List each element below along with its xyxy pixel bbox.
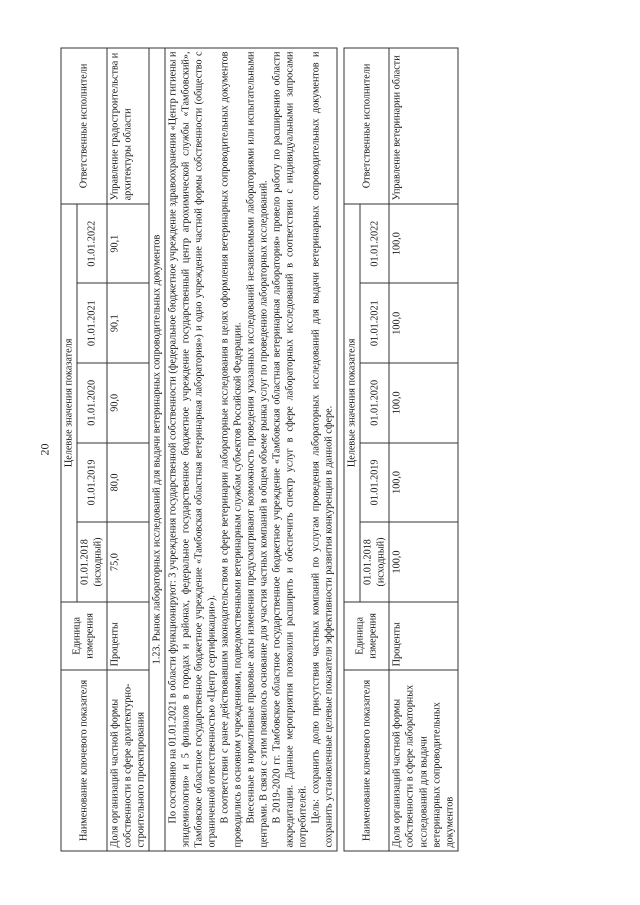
value-cell: 100,0 xyxy=(389,442,457,522)
paragraph: В 2019-2020 гг. Тамбовское областное государственное бюджетное учреждение «Тамбовская областная ветеринарная лаборатория» провело работу по расширению области аккредитации. Данные мероприятия позволили расширить и обеспечить спектр услуг в сфере лабораторных исследований в соответствии с индивидуальными запросами потребителей. xyxy=(271,51,309,847)
value-cell: 90,0 xyxy=(107,363,149,443)
paragraph: Внесенные в нормативные правовые акты изменения предусматривают возможность проведения указанных исследований независимыми лабораториями или испытательными центрами. В связи с этим появилось основание для участия частных компаний в общем объеме рынка услуг по проведению лабораторных исследований. xyxy=(245,51,270,847)
indicator-name: Доля организаций частной формы собственности в сфере архитектурно-строительного проектирования xyxy=(107,669,149,850)
paragraph: По состоянию на 01.01.2021 в области функционируют: 3 учреждения государственной собственности (федеральное бюджетное учреждение здравоохранения «Центр гигиены и эпидемиологии» и 5 филиалов в городах и районах, федеральное государственное бюджетное учреждение государственный центр агрохимической службы «Тамбовский», Тамбовское областное государственное бюджетное учреждение «Тамбовская областная ветеринарная лаборатория») и одно учреждение частной формы собственности (общество с ограниченной ответственностью «Центр сертификации»). xyxy=(167,51,218,847)
value-cell: 90,1 xyxy=(107,283,149,363)
col-date: 01.01.2018 (исходный) xyxy=(360,522,389,602)
table-row xyxy=(389,48,457,851)
col-target-values: Целевые значения показателя xyxy=(344,203,360,601)
col-date: 01.01.2021 xyxy=(360,283,389,363)
value-cell: 100,0 xyxy=(389,363,457,443)
paragraph: Цель: сохранить долю присутствия частных компаний по услугам проведения лабораторных исследований для выдачи ветеринарных сопроводительных документов и сохранить установленные целевые показатели эффективности развития конкуренции в данной сфере. xyxy=(310,51,335,847)
indicator-name: Доля организаций частной формы собственности в сфере лабораторных исследований для выдачи ветеринарных сопроводительных документов xyxy=(389,669,457,850)
section-body xyxy=(165,48,338,851)
col-date: 01.01.2020 xyxy=(360,363,389,443)
section-heading: 1.23. Рынок лабораторных исследований для выдачи ветеринарных сопроводительных документов xyxy=(149,48,165,851)
col-date: 01.01.2022 xyxy=(360,203,389,283)
responsible-cell: Управление градостроительства и архитектуры области xyxy=(107,48,149,204)
col-date: 01.01.2022 xyxy=(77,203,106,283)
col-date: 01.01.2019 xyxy=(77,442,106,522)
col-date: 01.01.2018 (исходный) xyxy=(77,522,106,602)
value-cell: 80,0 xyxy=(107,442,149,522)
value-cell: 75,0 xyxy=(107,522,149,602)
col-responsible: Ответственные исполнители xyxy=(344,48,389,204)
col-unit: Единица измерения xyxy=(61,601,106,669)
col-date: 01.01.2021 xyxy=(77,283,106,363)
indicator-table-2 xyxy=(344,47,458,851)
responsible-cell: Управление ветеринарии области xyxy=(389,48,457,204)
paragraph: В соответствии с ранее действовавшим законодательством в сфере ветеринарии лабораторные исследования в целях оформления ветеринарных сопроводительных документов проводились в основном учреждениями, подведомственными ветеринарным службам субъектов Российской Федерации. xyxy=(219,51,244,847)
col-indicator-name: Наименование ключевого показателя xyxy=(61,669,106,850)
unit-cell: Проценты xyxy=(389,601,457,669)
value-cell: 100,0 xyxy=(389,203,457,283)
col-target-values: Целевые значения показателя xyxy=(61,203,77,601)
page-number: 20 xyxy=(37,443,52,455)
col-unit: Единица измерения xyxy=(344,601,389,669)
col-date: 01.01.2020 xyxy=(77,363,106,443)
col-responsible: Ответственные исполнители xyxy=(61,48,106,204)
col-date: 01.01.2019 xyxy=(360,442,389,522)
value-cell: 100,0 xyxy=(389,522,457,602)
value-cell: 90,1 xyxy=(107,203,149,283)
table-row xyxy=(107,48,149,851)
rotated-page xyxy=(28,33,613,873)
value-cell: 100,0 xyxy=(389,283,457,363)
col-indicator-name: Наименование ключевого показателя xyxy=(344,669,389,850)
indicator-table-1 xyxy=(61,47,338,851)
unit-cell: Проценты xyxy=(107,601,149,669)
